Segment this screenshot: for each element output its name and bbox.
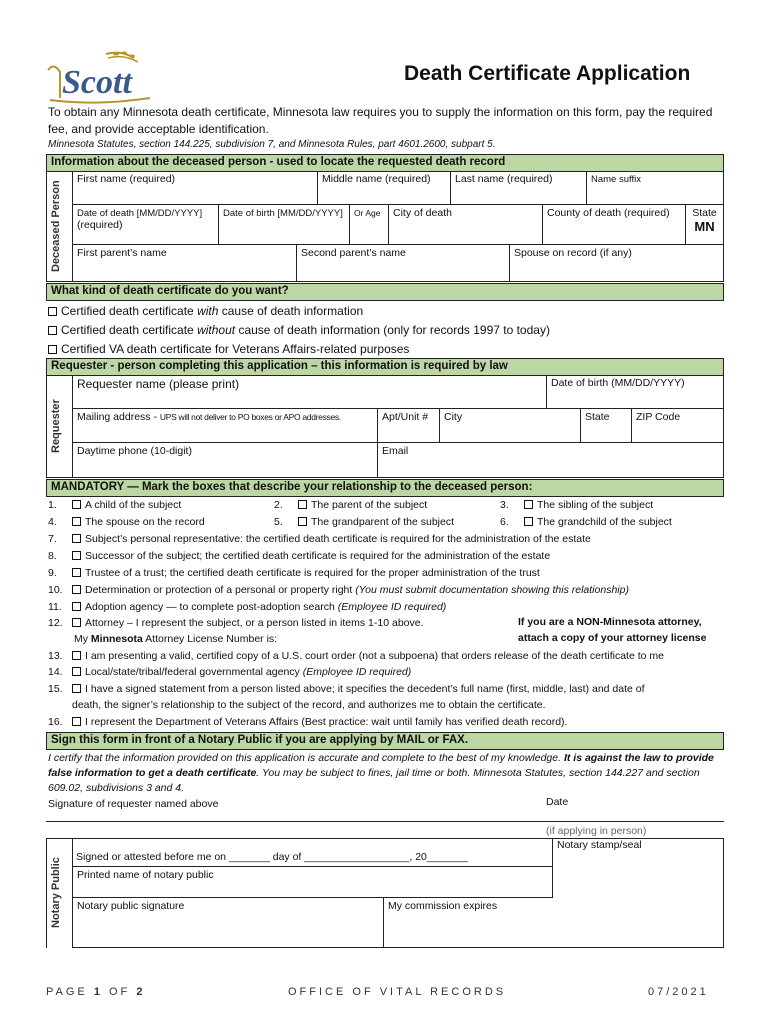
certify-text: I certify that the information provided on this application is accurate and complete to the best of my knowledge. It is against the law to provide false information to get a death certificate. You may be subject to fines, jail time or both. Minnesota Statutes, section 144.227 and section 609.02, subdivisions 3 and 4.	[48, 752, 714, 794]
signature-label: Signature of requester named above	[48, 798, 219, 810]
item-number: 9.	[48, 567, 57, 579]
item-number: 16.	[48, 716, 63, 728]
item-number: 15.	[48, 683, 63, 695]
page-title: Death Certificate Application	[404, 62, 691, 85]
city-field[interactable]: City	[440, 409, 581, 443]
checkbox[interactable]	[524, 500, 533, 509]
requester-dob-field[interactable]: Date of birth (MM/DD/YYYY)	[547, 375, 724, 409]
last-name-field[interactable]: Last name (required)	[451, 171, 587, 205]
checkbox[interactable]	[72, 651, 81, 660]
city-of-death-field[interactable]: City of death	[389, 205, 543, 245]
relationship-spouse[interactable]: The spouse on the record	[72, 516, 205, 528]
checkbox[interactable]	[72, 717, 81, 726]
form-date: 07/2021	[648, 986, 709, 998]
office-name: OFFICE OF VITAL RECORDS	[288, 986, 507, 998]
mailing-address-field[interactable]: Mailing address - UPS will not deliver to PO boxes or APO addresses.	[73, 409, 378, 443]
relationship-attorney[interactable]: Attorney – I represent the subject, or a person listed in items 1-10 above.	[72, 617, 424, 629]
item-number: 5.	[274, 516, 283, 528]
relationship-agency[interactable]: Local/state/tribal/federal governmental agency (Employee ID required)	[72, 666, 411, 678]
date-of-birth-field[interactable]: Date of birth [MM/DD/YYYY]	[219, 205, 350, 245]
commission-expires[interactable]: My commission expires	[384, 898, 724, 948]
name-suffix-field[interactable]: Name suffix	[587, 171, 724, 205]
zip-field[interactable]: ZIP Code	[632, 409, 724, 443]
signed-statement-cont: death, the signer’s relationship to the subject of the record, and authorizes me to obtain the certificate.	[72, 699, 546, 711]
signed-attested-line[interactable]: Signed or attested before me on _______ day of __________________, 20_______	[76, 851, 468, 863]
relationship-personal-rep[interactable]: Subject’s personal representative: the certified death certificate is required for the administration of the estate	[72, 533, 591, 545]
attorney-note-1: If you are a NON-Minnesota attorney,	[518, 616, 702, 628]
relationship-successor[interactable]: Successor of the subject; the certified death certificate is required for the administration of the estate	[72, 550, 550, 562]
notary-printed-name[interactable]: Printed name of notary public	[73, 866, 553, 898]
requester-side-label: Requester	[50, 399, 62, 453]
mandatory-header: MANDATORY — Mark the boxes that describe your relationship to the deceased person:	[46, 479, 724, 497]
checkbox[interactable]	[72, 568, 81, 577]
page-number: PAGE 1 OF 2	[46, 986, 146, 998]
second-parent-field[interactable]: Second parent’s name	[297, 245, 510, 282]
age-field[interactable]: Or Age	[350, 205, 389, 245]
option-with-cause[interactable]: Certified death certificate with cause of death information	[48, 304, 363, 318]
item-number: 4.	[48, 516, 57, 528]
checkbox[interactable]	[72, 534, 81, 543]
checkbox[interactable]	[72, 602, 81, 611]
state-field-requester[interactable]: State	[581, 409, 632, 443]
first-name-field[interactable]: First name (required)	[73, 171, 318, 205]
deceased-header: Information about the deceased person - used to locate the requested death record	[46, 154, 724, 172]
notary-stamp-label: Notary stamp/seal	[557, 839, 642, 851]
apt-field[interactable]: Apt/Unit #	[378, 409, 440, 443]
item-number: 10.	[48, 584, 63, 596]
item-number: 12.	[48, 617, 63, 629]
item-number: 3.	[500, 499, 509, 511]
kind-header: What kind of death certificate do you want?	[46, 283, 724, 301]
option-without-cause[interactable]: Certified death certificate without cause of death information (only for records 1997 to today)	[48, 323, 550, 337]
relationship-parent[interactable]: The parent of the subject	[298, 499, 427, 511]
intro-text: To obtain any Minnesota death certificate, Minnesota law requires you to supply the information on this form, pay the required fee, and provide acceptable identification.	[48, 105, 713, 136]
statute-text: Minnesota Statutes, section 144.225, subdivision 7, and Minnesota Rules, part 4601.2600, subpart 5.	[48, 139, 496, 150]
checkbox[interactable]	[72, 500, 81, 509]
relationship-child[interactable]: A child of the subject	[72, 499, 181, 511]
deceased-side-label: Deceased Person	[50, 180, 62, 272]
notary-side-label: Notary Public	[50, 857, 62, 929]
relationship-grandparent[interactable]: The grandparent of the subject	[298, 516, 454, 528]
relationship-property-right[interactable]: Determination or protection of a personal or property right (You must submit documentation showing this relationship)	[72, 584, 629, 596]
item-number: 11.	[48, 601, 62, 613]
requester-header: Requester - person completing this application – this information is required by law	[46, 358, 724, 376]
first-parent-field[interactable]: First parent’s name	[73, 245, 297, 282]
relationship-signed-statement[interactable]: I have a signed statement from a person listed above; it specifies the decedent’s full name (first, middle, last) and date of	[72, 683, 645, 695]
relationship-va[interactable]: I represent the Department of Veterans Affairs (Best practice: wait until family has verified death record).	[72, 716, 567, 728]
county-of-death-field[interactable]: County of death (required)	[543, 205, 686, 245]
checkbox[interactable]	[524, 517, 533, 526]
item-number: 13.	[48, 650, 63, 662]
item-number: 7.	[48, 533, 57, 545]
option-va[interactable]: Certified VA death certificate for Veterans Affairs-related purposes	[48, 342, 409, 356]
spouse-field[interactable]: Spouse on record (if any)	[510, 245, 724, 282]
relationship-grandchild[interactable]: The grandchild of the subject	[524, 516, 672, 528]
middle-name-field[interactable]: Middle name (required)	[318, 171, 451, 205]
checkbox[interactable]	[72, 551, 81, 560]
scott-logo	[46, 48, 156, 104]
relationship-trustee[interactable]: Trustee of a trust; the certified death certificate is required for the proper administration of the trust	[72, 567, 540, 579]
item-number: 1.	[48, 499, 57, 511]
requester-name-field[interactable]: Requester name (please print)	[73, 375, 547, 409]
phone-field[interactable]: Daytime phone (10-digit)	[73, 443, 378, 478]
item-number: 14.	[48, 666, 63, 678]
item-number: 2.	[274, 499, 283, 511]
relationship-adoption[interactable]: Adoption agency — to complete post-adoption search (Employee ID required)	[72, 601, 446, 613]
item-number: 6.	[500, 516, 509, 528]
email-field[interactable]: Email	[378, 443, 724, 478]
checkbox[interactable]	[48, 326, 57, 335]
attorney-note-2: attach a copy of your attorney license	[518, 632, 707, 644]
date-label: Date	[546, 796, 569, 808]
checkbox[interactable]	[48, 307, 57, 316]
checkbox[interactable]	[72, 667, 81, 676]
item-number: 8.	[48, 550, 57, 562]
attorney-license-line[interactable]: My Minnesota Attorney License Number is:	[74, 633, 278, 645]
date-of-death-field[interactable]: Date of death [MM/DD/YYYY] (required)	[73, 205, 219, 245]
sign-header: Sign this form in front of a Notary Public if you are applying by MAIL or FAX.	[46, 732, 724, 750]
notary-signature[interactable]: Notary public signature	[73, 898, 384, 948]
checkbox[interactable]	[72, 585, 81, 594]
checkbox[interactable]	[72, 517, 81, 526]
state-field[interactable]: State MN	[686, 205, 724, 245]
checkbox[interactable]	[72, 618, 81, 627]
relationship-court-order[interactable]: I am presenting a valid, certified copy of a U.S. court order (not a subpoena) that orders release of the death certificate to me	[72, 650, 664, 662]
signature-line[interactable]	[46, 796, 724, 822]
checkbox[interactable]	[298, 517, 307, 526]
relationship-sibling[interactable]: The sibling of the subject	[524, 499, 653, 511]
if-applying: (if applying in person)	[546, 825, 647, 837]
checkbox[interactable]	[72, 684, 81, 693]
checkbox[interactable]	[298, 500, 307, 509]
checkbox[interactable]	[48, 345, 57, 354]
logo-text: Scott	[62, 64, 132, 101]
